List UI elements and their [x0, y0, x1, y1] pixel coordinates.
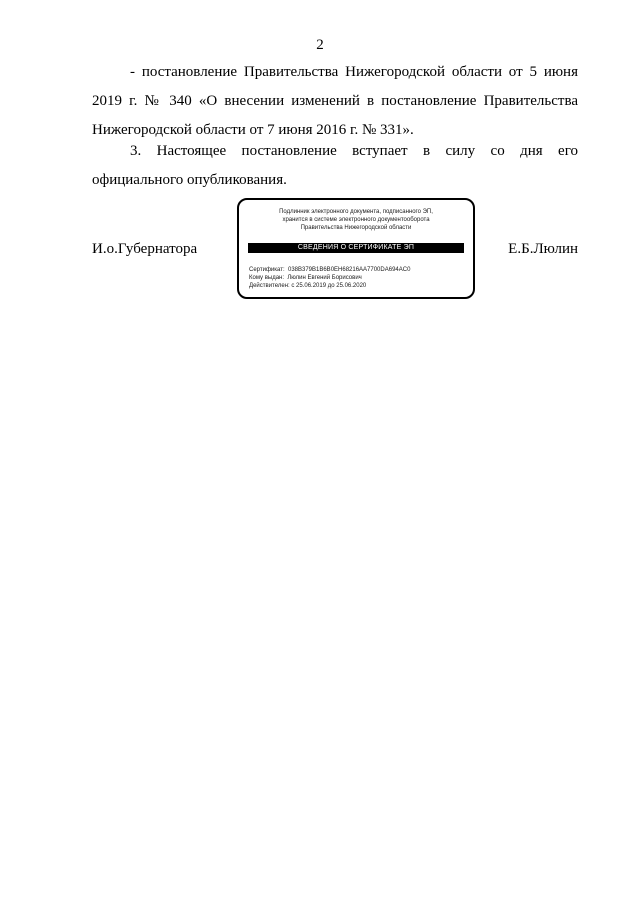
- stamp-row-value: 038B379B1B6B0EH68216AA7700DA694AC0: [287, 267, 411, 273]
- stamp-row-value: с 25.06.2019 до 25.06.2020: [291, 283, 367, 289]
- stamp-details: [249, 266, 465, 290]
- signatory-name: Е.Б.Люлин: [508, 241, 578, 257]
- signatory-title: И.о.Губернатора: [92, 241, 198, 257]
- body-paragraph-1: - постановление Правительства Нижегородской области от 5 июня 2019 г. № 340 «О внесении изменений в постановление Правительства Нижегородской области от 7 июня 2016 г. № 331».: [92, 64, 578, 138]
- stamp-row-valid: [249, 282, 465, 290]
- body-paragraph-2: 3. Настоящее постановление вступает в силу со дня его официального опубликования.: [92, 143, 578, 188]
- stamp-header-line: Правительства Нижегородской области: [300, 225, 412, 231]
- stamp-header-line: Подлинник электронного документа, подписанного ЭП,: [279, 209, 433, 215]
- stamp-row-issued-to: [249, 274, 465, 282]
- stamp-row-label: Сертификат:: [249, 267, 285, 273]
- page-number: 2: [316, 37, 324, 53]
- stamp-header-line: хранится в системе электронного документооборота: [282, 217, 430, 223]
- electronic-signature-stamp: [237, 198, 475, 299]
- stamp-row-label: Действителен:: [249, 283, 290, 289]
- stamp-certificate-band: СВЕДЕНИЯ О СЕРТИФИКАТЕ ЭП: [248, 243, 464, 253]
- stamp-row-certificate: [249, 266, 465, 274]
- stamp-row-value: Люлин Евгений Борисович: [287, 275, 362, 281]
- stamp-row-label: Кому выдан:: [249, 275, 285, 281]
- stamp-header: [239, 208, 473, 232]
